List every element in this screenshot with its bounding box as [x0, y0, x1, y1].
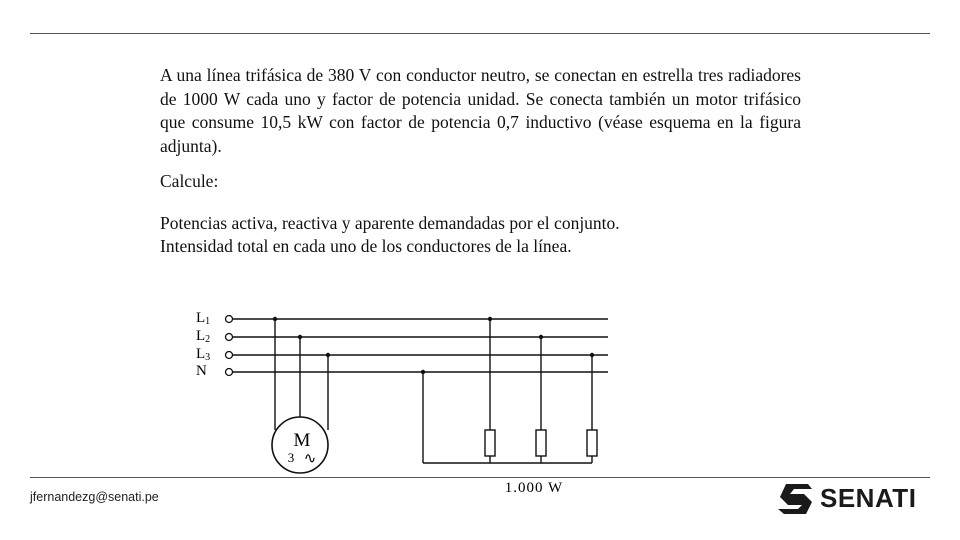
ac-symbol-icon: ∿	[303, 449, 317, 467]
terminal-l1	[226, 316, 233, 323]
motor-letter: M	[293, 430, 311, 451]
top-rule	[30, 33, 930, 34]
task-item: Intensidad total en cada uno de los conductores de la línea.	[160, 236, 572, 256]
terminal-n	[226, 369, 233, 376]
motor-phase: 3	[287, 450, 295, 465]
task-list	[160, 212, 801, 259]
radiator-power-label: 1.000 W	[504, 480, 564, 495]
footer-email: jfernandezg@senati.pe	[30, 490, 159, 504]
junction-dot	[326, 353, 330, 357]
circuit-diagram	[190, 300, 630, 495]
problem-text	[160, 64, 801, 259]
line-label-n: N	[196, 363, 207, 379]
junction-dot	[273, 317, 277, 321]
radiator-1	[485, 430, 495, 456]
bottom-rule	[30, 477, 930, 478]
terminal-l2	[226, 334, 233, 341]
junction-dot	[298, 335, 302, 339]
radiator-3	[587, 430, 597, 456]
terminal-l3	[226, 352, 233, 359]
line-label-l3: L3	[196, 346, 211, 363]
line-label-l2: L2	[196, 328, 211, 345]
problem-statement: A una línea trifásica de 380 V con conductor neutro, se conectan en estrella tres radiadores de 1000 W cada uno y factor de potencia unidad. Se conecta también un motor trifásico que consume 10,5 kW con factor de potencia 0,7 inductivo (véase esquema en la figura adjunta).	[160, 65, 801, 156]
brand-name: SENATI	[820, 483, 917, 513]
calcule-label: Calcule:	[160, 171, 219, 191]
line-label-l1: L1	[196, 310, 211, 327]
radiator-2	[536, 430, 546, 456]
task-item: Potencias activa, reactiva y aparente demandadas por el conjunto.	[160, 212, 620, 233]
